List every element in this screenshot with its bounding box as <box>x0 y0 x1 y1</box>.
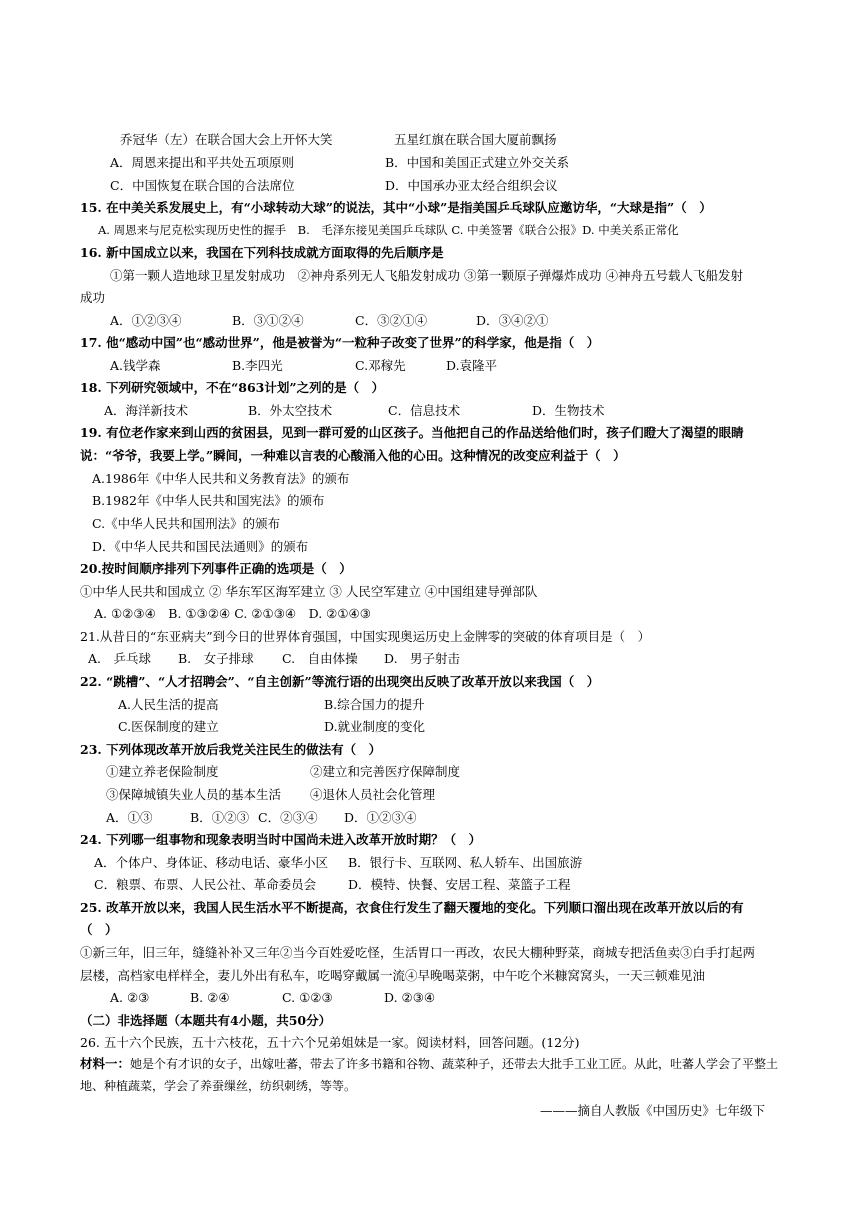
q25-text-line2: 层楼，高档家电样样全，妻儿外出有私车，吃喝穿戴属一流④早晚喝菜粥，中午吃个米糠窝窝头，一天三顿难见油 <box>80 968 706 983</box>
q17-option-c: C.邓稼先 <box>355 358 406 373</box>
q23-item-4: ④退休人员社会化管理 <box>310 787 436 802</box>
q23-item-1: ①建立养老保险制度 <box>106 764 219 779</box>
q25-stem-line1: 25. 改革开放以来，我国人民生活水平不断提高，衣食住行发生了翻天覆地的变化。下列顺口溜出现在改革开放以后的有 <box>80 900 744 915</box>
material-label: 材料一： <box>80 1056 131 1071</box>
caption-flag-un: 五星红旗在联合国大厦前飘扬 <box>394 132 557 147</box>
q23-option-b: B．①②③ <box>190 810 250 825</box>
q25-option-c: C. ①②③ <box>282 990 333 1005</box>
q16-option-b: B．③①②④ <box>232 313 304 328</box>
q21-stem: 21.从昔日的“东亚病夫”到今日的世界体育强国，中国实现奥运历史上金牌零的突破的体育项目是（ ） <box>80 629 651 644</box>
q19-option-a: A.1986年《中华人民共和义务教育法》的颁布 <box>92 471 350 486</box>
q16-stem: 16. 新中国成立以来，我国在下列科技成就方面取得的先后顺序是 <box>80 245 444 260</box>
q22-stem: 22. “跳槽”、“人才招聘会”、“自主创新”等流行语的出现突出反映了改革开放以来我国（ ） <box>80 674 600 689</box>
q15-options: A. 周恩来与尼克松实现历史性的握手 B. 毛泽东接见美国乒乓球队 C. 中美签署《联合公报》D. 中美关系正常化 <box>98 223 679 237</box>
q25-option-a: A. ②③ <box>110 990 150 1005</box>
q25-option-b: B. ②④ <box>190 990 230 1005</box>
q14-option-b: B．中国和美国正式建立外交关系 <box>385 155 570 170</box>
q19-option-d: D．《中华人民共和国民法通则》的颁布 <box>92 539 309 554</box>
q17-option-a: A.钱学森 <box>110 358 161 373</box>
q20-stem: 20.按时间顺序排列下列事件正确的选项是（ ） <box>80 561 352 576</box>
q20-items: ①中华人民共和国成立 ② 华东军区海军建立 ③ 人民空军建立 ④中国组建导弹部队 <box>80 584 538 599</box>
q17-option-d: D.袁隆平 <box>446 358 498 373</box>
q26-material-1 <box>80 1053 780 1097</box>
q21-option-d: D. 男子射击 <box>384 651 461 666</box>
q21-option-c: C. 自由体操 <box>282 651 358 666</box>
q23-option-a: A．①③ <box>106 810 153 825</box>
q24-option-b: B．银行卡、互联网、私人轿车、出国旅游 <box>348 855 583 870</box>
q24-option-d: D．模特、快餐、安居工程、菜篮子工程 <box>348 877 571 892</box>
q19-option-c: C.《中华人民共和国刑法》的颁布 <box>92 516 281 531</box>
q19-stem-line1: 19. 有位老作家来到山西的贫困县，见到一群可爱的山区孩子。当他把自己的作品送给他们时，孩子们瞪大了渴望的眼睛 <box>80 425 744 440</box>
q16-option-d: D．③④②① <box>476 313 549 328</box>
q23-option-c: C．②③④ <box>258 810 318 825</box>
q19-stem-line2: 说：“爷爷，我要上学。”瞬间，一种难以言表的心酸涌入他的心田。这种情况的改变应利益于（ ） <box>80 448 626 463</box>
q20-options: A. ①②③④ B. ①③②④ C. ②①③④ D. ②①④③ <box>94 606 371 621</box>
q22-option-a: A.人民生活的提高 <box>118 697 219 712</box>
q22-option-d: D.就业制度的变化 <box>324 719 426 734</box>
q18-option-a: A．海洋新技术 <box>104 403 189 418</box>
q25-text-line1: ①新三年，旧三年，缝缝补补又三年②当今百姓爱吃怪，生活胃口一再改，农民大棚种野菜，商城专把活鱼卖③白手打起两 <box>80 945 756 960</box>
q14-option-a: A．周恩来提出和平共处五项原则 <box>110 155 295 170</box>
q25-option-d: D. ②③④ <box>384 990 436 1005</box>
q24-option-c: C．粮票、布票、人民公社、革命委员会 <box>94 877 317 892</box>
q25-stem-line2: （ ） <box>80 922 118 937</box>
q18-stem: 18. 下列研究领域中，不在“863计划”之列的是（ ） <box>80 380 385 395</box>
q23-option-d: D．①②③④ <box>344 810 417 825</box>
q16-option-a: A．①②③④ <box>110 313 182 328</box>
q23-stem: 23. 下列体现改革开放后我党关注民生的做法有（ ） <box>80 742 382 757</box>
q26-source: ———摘自人教版《中国历史》七年级下 <box>540 1103 766 1118</box>
q16-option-c: C．③②①④ <box>355 313 428 328</box>
q22-option-c: C.医保制度的建立 <box>118 719 219 734</box>
q26-stem: 26. 五十六个民族，五十六枝花，五十六个兄弟姐妹是一家。阅读材料，回答问题。(12分) <box>80 1035 580 1050</box>
q22-option-b: B.综合国力的提升 <box>324 697 425 712</box>
q17-option-b: B.李四光 <box>232 358 283 373</box>
q14-option-c: C．中国恢复在联合国的合法席位 <box>110 178 295 193</box>
q18-option-c: C．信息技术 <box>388 403 461 418</box>
q15-stem: 15. 在中美关系发展史上，有“小球转动大球”的说法，其中“小球”是指美国乒乓球队应邀访华，“大球是指”（ ） <box>80 200 712 215</box>
q19-option-b: B.1982年《中华人民共和国宪法》的颁布 <box>92 493 325 508</box>
q17-stem: 17. 他“感动中国”也“感动世界”，他是被誉为“一粒种子改变了世界”的科学家，他是指（ ） <box>80 335 600 350</box>
q14-option-d: D．中国承办亚太经合组织会议 <box>385 178 558 193</box>
q18-option-b: B．外太空技术 <box>248 403 333 418</box>
q24-option-a: A．个体户、身体证、移动电话、豪华小区 <box>94 855 329 870</box>
q18-option-d: D．生物技术 <box>532 403 605 418</box>
q16-items: ①第一颗人造地球卫星发射成功 ②神舟系列无人飞船发射成功 ③第一颗原子弹爆炸成功 ④神舟五号载人飞船发射 <box>110 268 743 283</box>
q23-item-3: ③保障城镇失业人员的基本生活 <box>106 787 282 802</box>
q21-option-b: B. 女子排球 <box>178 651 254 666</box>
q16-items-cont: 成功 <box>80 290 106 305</box>
q23-item-2: ②建立和完善医疗保障制度 <box>310 764 461 779</box>
caption-qiao-guanhua: 乔冠华（左）在联合国大会上开怀大笑 <box>120 132 333 147</box>
q21-option-a: A. 乒乓球 <box>88 651 152 666</box>
q24-stem: 24. 下列哪一组事物和现象表明当时中国尚未进入改革开放时期？（ ） <box>80 832 482 847</box>
material-text: 她是个有才识的女子，出嫁吐蕃，带去了许多书籍和谷物、蔬菜种子，还带去大批手工业工匠。从此，吐蕃人学会了平整土地、种植蔬菜，学会了养蚕缫丝，纺织刺绣，等等。 <box>80 1057 779 1093</box>
section-2-heading: （二）非选择题（本题共有4小题，共50分） <box>80 1013 332 1028</box>
